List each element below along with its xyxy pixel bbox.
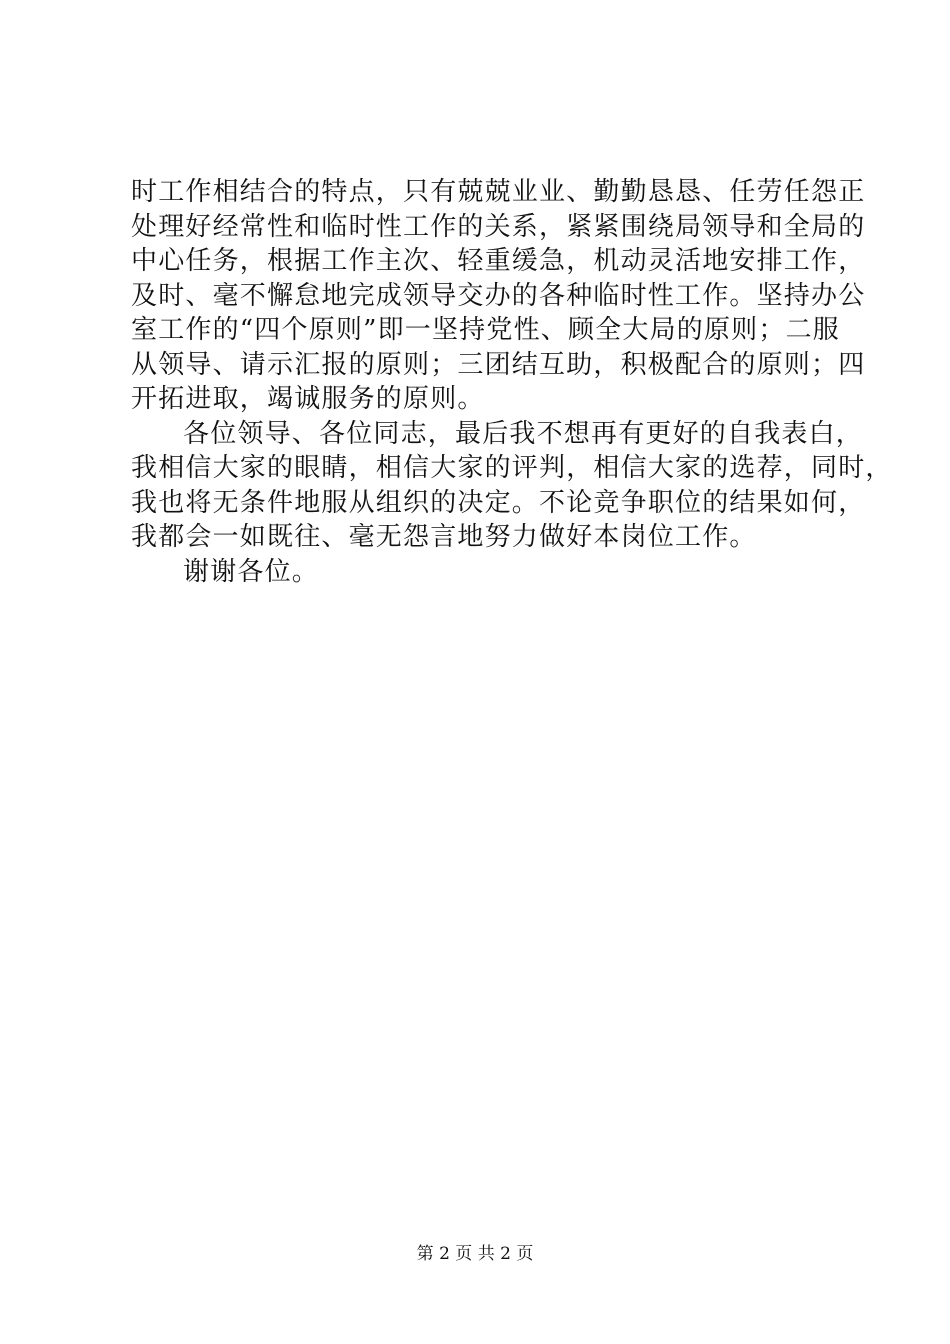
body-line: 中心任务，根据工作主次、轻重缓急，机动灵活地安排工作， bbox=[131, 246, 866, 276]
body-line: 时工作相结合的特点，只有兢兢业业、勤勤恳恳、任劳任怨正 bbox=[131, 177, 866, 207]
body-line: 我相信大家的眼睛，相信大家的评判，相信大家的选荐，同时， bbox=[131, 453, 893, 483]
body-line: 各位领导、各位同志，最后我不想再有更好的自我表白， bbox=[183, 418, 864, 449]
document-body bbox=[131, 175, 893, 589]
body-line: 我也将无条件地服从组织的决定。不论竞争职位的结果如何， bbox=[131, 487, 866, 518]
body-line: 谢谢各位。 bbox=[183, 556, 320, 587]
body-line: 从领导、请示汇报的原则；三团结互助，积极配合的原则；四 bbox=[131, 349, 866, 380]
page-number-label: 第 2 页 共 2 页 bbox=[416, 1244, 534, 1264]
page-footer bbox=[0, 1243, 950, 1265]
body-line: 开拓进取，竭诚服务的原则。 bbox=[131, 384, 485, 414]
body-line: 室工作的“四个原则”即一坚持党性、顾全大局的原则；二服 bbox=[131, 315, 840, 345]
body-line: 我都会一如既往、毫无怨言地努力做好本岗位工作。 bbox=[131, 522, 757, 552]
body-line: 处理好经常性和临时性工作的关系，紧紧围绕局领导和全局的 bbox=[131, 211, 866, 242]
body-line: 及时、毫不懈怠地完成领导交办的各种临时性工作。坚持办公 bbox=[131, 280, 866, 311]
